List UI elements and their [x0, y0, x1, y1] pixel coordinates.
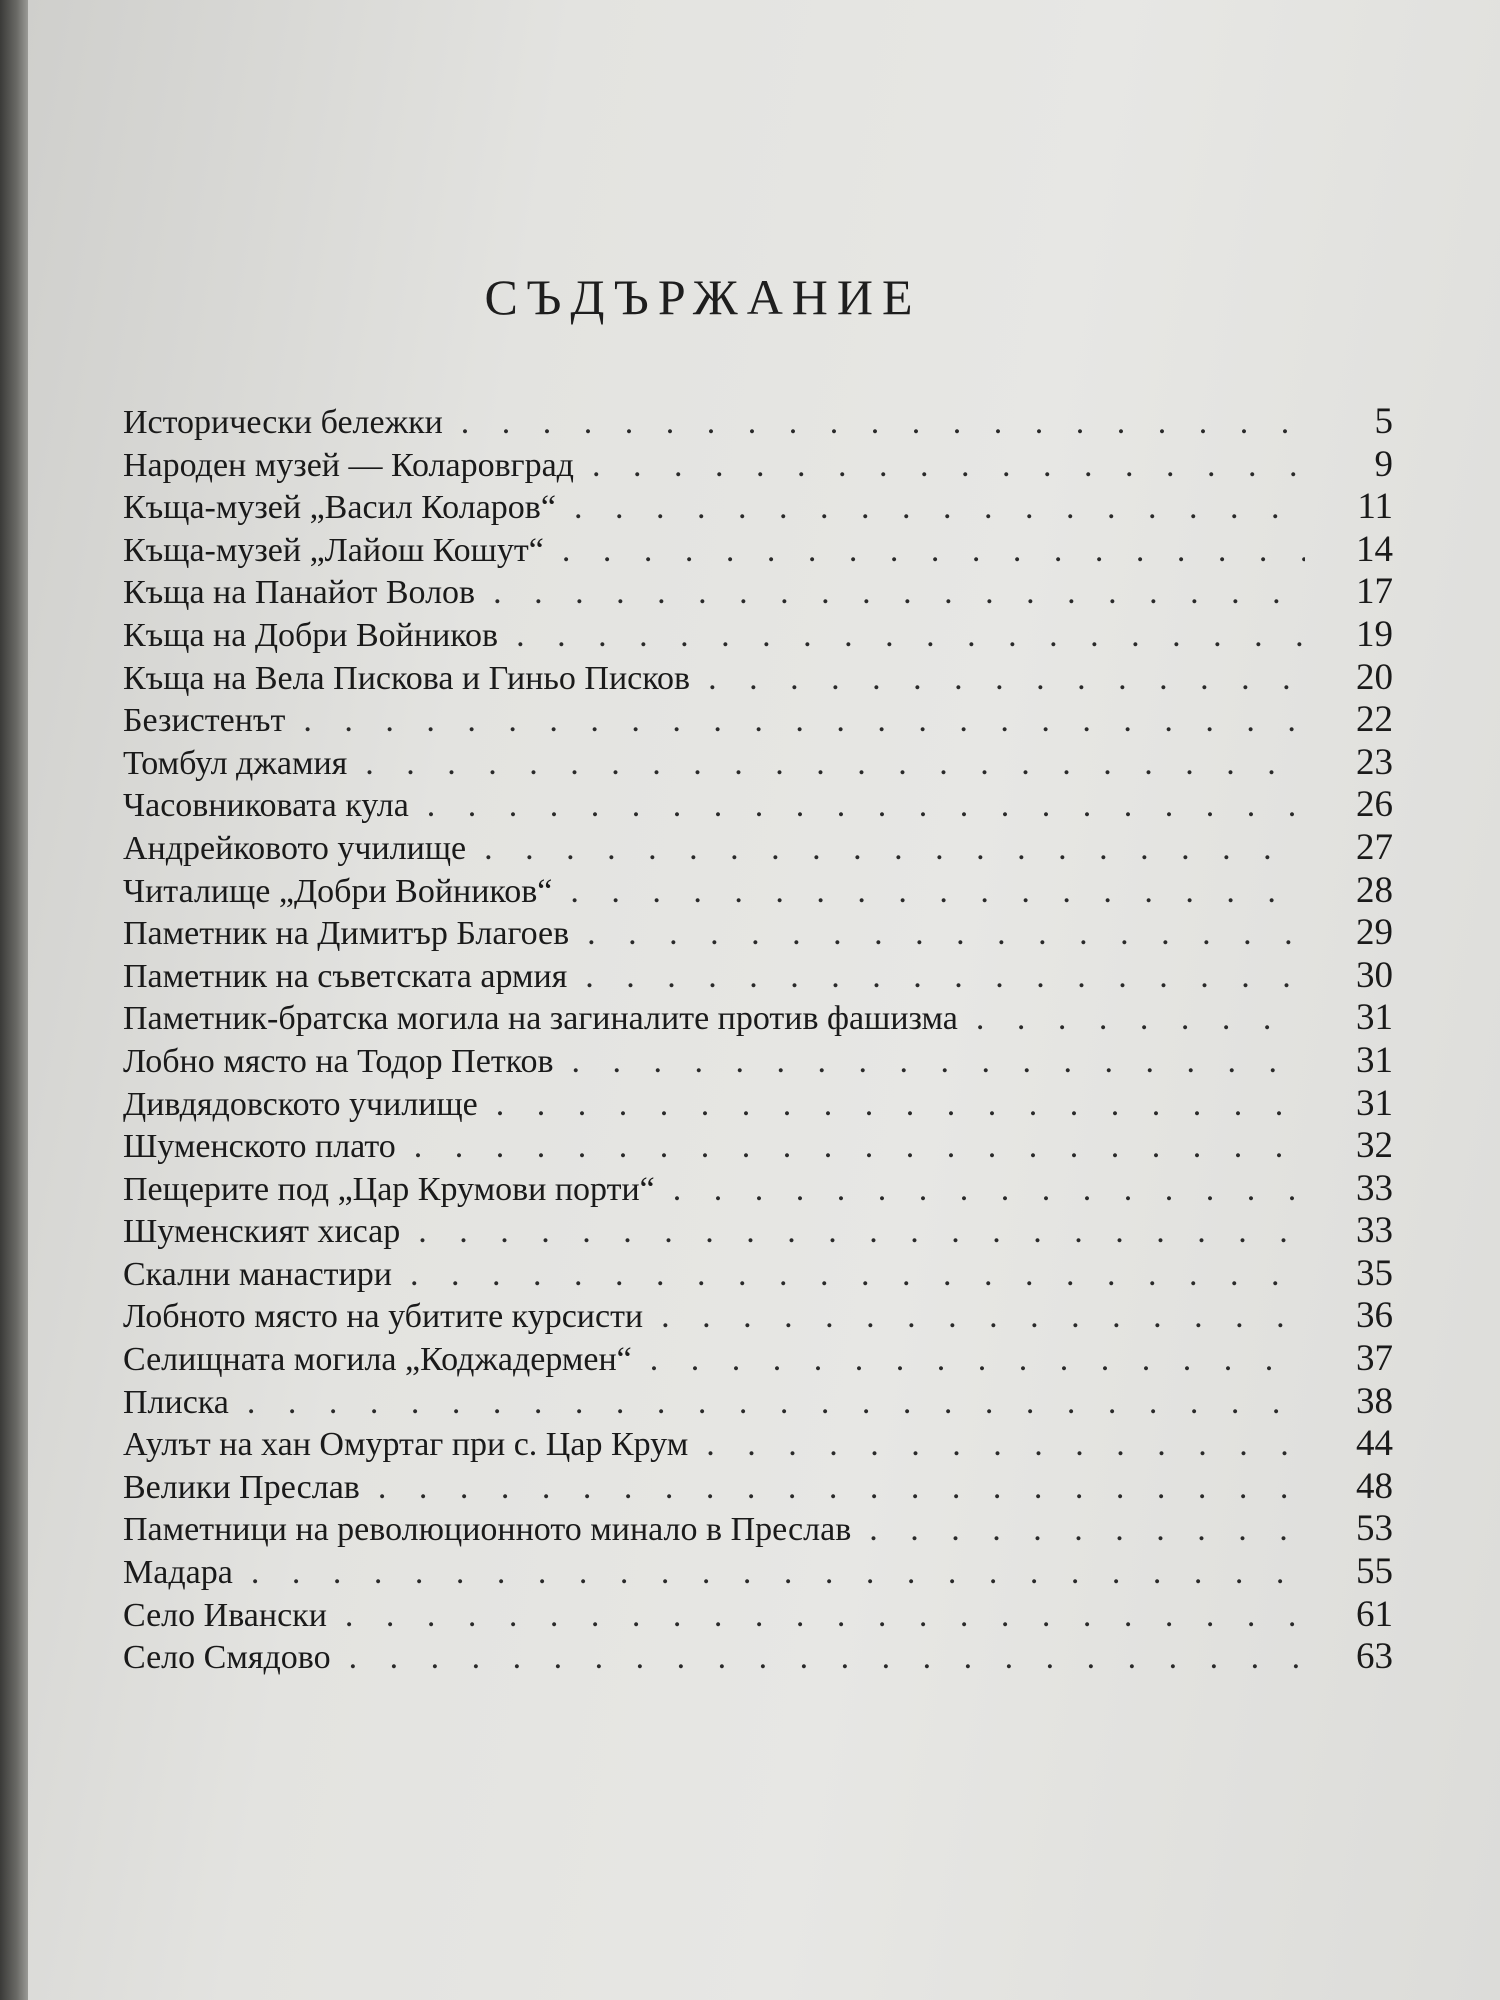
toc-entry	[123, 911, 1393, 954]
toc-entry-title: Мадара	[123, 1554, 233, 1592]
adjacent-page-edge	[0, 0, 28, 2000]
toc-entry-page-number: 26	[1356, 784, 1393, 826]
toc-entry	[123, 954, 1393, 997]
dot-leader	[251, 1554, 1305, 1592]
toc-entry-page-number: 37	[1356, 1338, 1393, 1380]
toc-entry-title: Село Ивански	[123, 1596, 327, 1634]
toc-entry-title: Андрейковото училище	[123, 829, 467, 867]
dot-leader	[345, 1597, 1305, 1635]
toc-entry-page-number: 36	[1356, 1295, 1393, 1337]
toc-entry-page-number: 29	[1356, 912, 1393, 954]
toc-entry-title: Томбул джамия	[123, 744, 348, 782]
toc-entry-title: Велики Преслав	[123, 1468, 360, 1506]
dot-leader	[570, 873, 1305, 911]
toc-entry-title: Къща на Панайот Волов	[123, 574, 476, 612]
toc-entry	[123, 1422, 1393, 1465]
dot-leader	[496, 1086, 1305, 1124]
toc-entry-title: Паметници на революционното минало в Преслав	[123, 1511, 852, 1549]
dot-leader	[562, 532, 1305, 570]
toc-entry-title: Село Смядово	[123, 1639, 331, 1677]
toc-entry-title: Шуменският хисар	[123, 1213, 401, 1251]
toc-entry	[123, 1465, 1393, 1508]
dot-leader	[247, 1384, 1305, 1422]
toc-entry-title: Плиска	[123, 1383, 229, 1421]
toc-entry-page-number: 28	[1356, 869, 1393, 911]
toc-entry-page-number: 11	[1357, 486, 1393, 528]
toc-entry-page-number: 31	[1356, 997, 1393, 1039]
toc-entry-page-number: 31	[1356, 1039, 1393, 1081]
dot-leader	[414, 1128, 1305, 1166]
toc-entry	[123, 996, 1393, 1039]
toc-entry-title: Пещерите под „Цар Крумови порти“	[123, 1170, 655, 1208]
toc-entry-title: Народен музей — Коларовград	[123, 446, 574, 484]
toc-entry-title: Дивдядовското училище	[123, 1085, 478, 1123]
toc-entry-page-number: 30	[1356, 954, 1393, 996]
toc-entry	[123, 1550, 1393, 1593]
toc-entry	[123, 1294, 1393, 1337]
toc-entry-title: Аулът на хан Омуртаг при с. Цар Крум	[123, 1426, 689, 1464]
toc-entry	[123, 826, 1393, 869]
dot-leader	[673, 1171, 1305, 1209]
toc-entry-page-number: 14	[1356, 528, 1393, 570]
toc-entry	[123, 1082, 1393, 1125]
toc-entry-page-number: 53	[1356, 1508, 1393, 1550]
toc-entry-page-number: 17	[1356, 571, 1393, 613]
toc-entry-page-number: 33	[1356, 1167, 1393, 1209]
toc-entry	[123, 698, 1393, 741]
dot-leader	[708, 660, 1305, 698]
toc-entry	[123, 528, 1393, 571]
toc-entry	[123, 1039, 1393, 1082]
toc-entry-page-number: 48	[1356, 1465, 1393, 1507]
dot-leader	[585, 958, 1305, 996]
toc-entry-page-number: 31	[1356, 1082, 1393, 1124]
toc-entry-page-number: 35	[1356, 1252, 1393, 1294]
toc-entry-title: Къща-музей „Васил Коларов“	[123, 489, 556, 527]
dot-leader	[418, 1213, 1305, 1251]
dot-leader	[349, 1639, 1305, 1677]
toc-entry-title: Безистенът	[123, 702, 286, 740]
toc-entry	[123, 1635, 1393, 1678]
toc-entry-title: Паметник на Димитър Благоев	[123, 915, 570, 953]
toc-entry	[123, 1507, 1393, 1550]
toc-entry-title: Скални манастири	[123, 1255, 392, 1293]
toc-entry-page-number: 23	[1356, 741, 1393, 783]
dot-leader	[484, 830, 1305, 868]
toc-entry	[123, 570, 1393, 613]
table-of-contents	[123, 400, 1393, 1678]
toc-entry	[123, 783, 1393, 826]
dot-leader	[303, 702, 1305, 740]
toc-entry	[123, 613, 1393, 656]
toc-entry-title: Къща на Вела Пискова и Гиньо Писков	[123, 659, 691, 697]
toc-entry-page-number: 61	[1356, 1593, 1393, 1635]
dot-leader	[572, 1043, 1305, 1081]
dot-leader	[516, 617, 1305, 655]
toc-entry-title: Часовниковата кула	[123, 787, 409, 825]
dot-leader	[650, 1341, 1305, 1379]
toc-entry-page-number: 5	[1374, 401, 1393, 442]
toc-entry-page-number: 55	[1356, 1551, 1393, 1593]
toc-entry	[123, 1593, 1393, 1636]
toc-entry-page-number: 32	[1356, 1125, 1393, 1167]
book-page	[28, 0, 1500, 2000]
toc-entry	[123, 1252, 1393, 1295]
toc-entry	[123, 400, 1393, 443]
toc-entry-page-number: 27	[1356, 826, 1393, 868]
toc-entry-page-number: 19	[1356, 613, 1393, 655]
toc-entry	[123, 741, 1393, 784]
toc-entry-page-number: 63	[1356, 1636, 1393, 1678]
toc-entry	[123, 1124, 1393, 1167]
toc-entry-title: Лобното място на убитите курсисти	[123, 1298, 644, 1336]
dot-leader	[574, 489, 1305, 527]
dot-leader	[706, 1426, 1305, 1464]
toc-entry	[123, 869, 1393, 912]
toc-entry-title: Шуменското плато	[123, 1128, 396, 1166]
dot-leader	[461, 404, 1305, 442]
dot-leader	[661, 1298, 1305, 1336]
toc-entry-title: Къща-музей „Лайош Кошут“	[123, 531, 544, 569]
toc-entry-title: Читалище „Добри Войников“	[123, 872, 553, 910]
dot-leader	[592, 447, 1305, 485]
toc-entry	[123, 485, 1393, 528]
page-title: СЪДЪРЖАНИЕ	[484, 269, 922, 325]
toc-entry-title: Лобно място на Тодор Петков	[123, 1042, 554, 1080]
toc-entry	[123, 443, 1393, 486]
toc-entry-title: Паметник на съветската армия	[123, 957, 568, 995]
toc-entry	[123, 1167, 1393, 1210]
toc-entry-title: Къща на Добри Войников	[123, 616, 499, 654]
dot-leader	[378, 1469, 1305, 1507]
toc-entry-title: Исторически бележки	[123, 404, 443, 441]
toc-entry	[123, 1337, 1393, 1380]
dot-leader	[427, 787, 1305, 825]
toc-entry-page-number: 44	[1356, 1423, 1393, 1465]
dot-leader	[869, 1511, 1305, 1549]
dot-leader	[365, 745, 1305, 783]
toc-entry-page-number: 20	[1356, 656, 1393, 698]
toc-entry	[123, 1380, 1393, 1423]
toc-entry	[123, 656, 1393, 699]
toc-entry	[123, 1209, 1393, 1252]
toc-entry-page-number: 38	[1356, 1380, 1393, 1422]
toc-entry-title: Селищната могила „Коджадермен“	[123, 1341, 632, 1379]
toc-entry-page-number: 33	[1356, 1210, 1393, 1252]
toc-entry-title: Паметник-братска могила на загиналите против фашизма	[123, 1000, 958, 1038]
dot-leader	[976, 1000, 1305, 1038]
dot-leader	[587, 915, 1305, 953]
toc-entry-page-number: 22	[1356, 699, 1393, 741]
dot-leader	[493, 574, 1305, 612]
toc-entry-page-number: 9	[1374, 443, 1393, 485]
dot-leader	[410, 1256, 1305, 1294]
